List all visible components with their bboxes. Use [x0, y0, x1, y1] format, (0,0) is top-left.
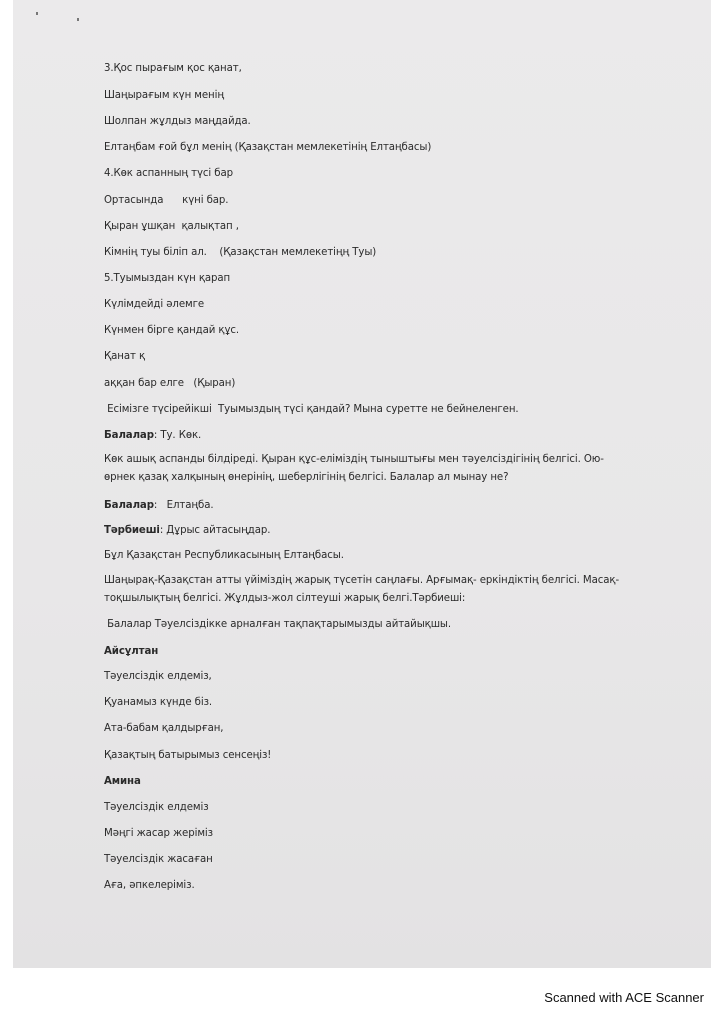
text-line: Елтаңбам ғой бұл менің (Қазақстан мемлекетінің Елтаңбасы) [104, 142, 432, 153]
teacher-text: : Дұрыс айтасыңдар. [159, 525, 271, 536]
poem-line: Тәуелсіздік елдеміз, [104, 671, 212, 682]
text-line: 5.Туымыздан күн қарап [104, 273, 231, 284]
answer-text: : Ту. Көк. [153, 430, 202, 441]
poem-line: Тәуелсіздік жасаған [104, 854, 213, 865]
paragraph: Шаңырақ-Қазақстан атты үйіміздің жарық түсетін саңлағы. Арғымақ- еркіндіктің белгісі. Масақ-тоқшылықтың белгісі. Жұлдыз-жол сілтеуші жарық белгі.Тәрбиеші: [104, 575, 620, 604]
text-line: Күлімдейді әлемге [104, 299, 204, 310]
poem-line: Аға, әпкелеріміз. [104, 880, 195, 891]
answer-text: : Елтаңба. [153, 500, 214, 511]
text-line: Кімнің туы біліп ал. (Қазақстан мемлекетіңң Туы) [104, 247, 377, 258]
speaker-name: Айсұлтан [104, 646, 159, 657]
scanner-watermark: Scanned with ACE Scanner [544, 990, 704, 1005]
paragraph: Көк ашық аспанды білдіреді. Қыран құс-еліміздің тыныштығы мен тәуелсіздігінің белгісі. Ою-өрнек қазақ халқының өнерінің, шеберлігінің белгісі. Балалар ал мынау не? [104, 454, 604, 483]
text-line: Ортасында күні бар. [104, 195, 229, 206]
speaker-name: Амина [104, 776, 141, 787]
text-line: Күнмен бірге қандай құс. [104, 325, 240, 336]
poem-line: Мәңгі жасар жеріміз [104, 828, 213, 839]
text-line: Шолпан жұлдыз маңдайда. [104, 116, 251, 127]
poem-line: Қазақтың батырымыз сенсеңіз! [104, 750, 272, 761]
text-line: 4.Көк аспанның түсі бар [104, 168, 233, 179]
speaker-label: Балалар [104, 430, 154, 441]
poem-line: Ата-бабам қалдырған, [104, 723, 224, 734]
children-answer [104, 429, 201, 442]
text-line: Бұл Қазақстан Республикасының Елтаңбасы. [104, 550, 344, 561]
text-line: Есімізге түсірейікші Туымыздың түсі қандай? Мына суретте не бейнеленген. [104, 404, 519, 415]
speaker-label: Балалар [104, 500, 154, 511]
text-line: аққан бар елге (Қыран) [104, 378, 236, 389]
poem-line: Тәуелсіздік елдеміз [104, 802, 209, 813]
text-line: 3.Қос пырағым қос қанат, [104, 63, 242, 74]
teacher-line [104, 524, 270, 537]
speaker-label: Тәрбиеші [104, 525, 160, 536]
text-line: Қыран ұшқан қалықтап , [104, 221, 239, 232]
text-line: Қанат қ [104, 351, 146, 362]
scan-speck [77, 18, 79, 21]
text-line: Шаңырағым күн менің [104, 90, 224, 101]
text-line: Балалар Тәуелсіздікке арналған тақпақтарымызды айтайықшы. [104, 619, 452, 630]
poem-line: Қуанамыз күнде біз. [104, 697, 213, 708]
children-answer [104, 499, 213, 512]
scan-speck [36, 12, 38, 15]
